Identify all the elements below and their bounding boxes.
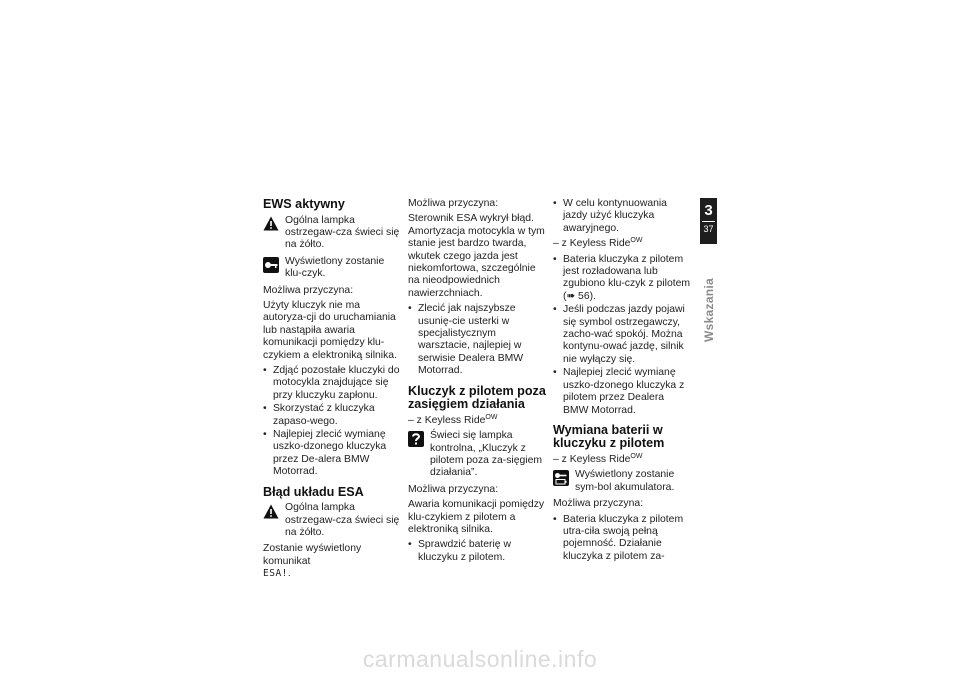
watermark: carmanualsonline.info bbox=[362, 646, 598, 672]
key-question-icon bbox=[408, 431, 424, 447]
key-battery-icon bbox=[553, 470, 569, 486]
column-2 bbox=[408, 198, 546, 567]
list-item: • Bateria kluczyka z pilotem utra-ciła swoją pełną pojemność. Działanie kluczyka z pilotem za- bbox=[553, 514, 691, 564]
key-range-row bbox=[408, 430, 546, 480]
warning-triangle-icon bbox=[263, 503, 279, 519]
warning-light-text: Ogólna lampka ostrzegaw-cza świeci się na żółto. bbox=[285, 214, 400, 251]
list-item: • Bateria kluczyka z pilotem jest rozładowana lub zgubiono klu-czyk z pilotem (➠ 56). bbox=[553, 254, 691, 304]
action-list-1 bbox=[263, 365, 401, 479]
possible-cause-label: Możliwa przyczyna: bbox=[553, 498, 644, 510]
action-list-6 bbox=[553, 514, 691, 564]
chapter-tab bbox=[700, 198, 717, 244]
esa-message-code: ESA! bbox=[263, 568, 288, 580]
list-item: • Najlepiej zlecić wymianę uszko-dzonego kluczyka z pilotem przez Dealera BMW Motorrad. bbox=[553, 367, 691, 417]
heading-esa-error: Błąd układu ESA bbox=[263, 484, 364, 499]
list-item: • Zdjąć pozostałe kluczyki do motocykla znajdujące się przy kluczyku zapłonu. bbox=[263, 365, 401, 402]
heading-ews-active: EWS aktywny bbox=[263, 197, 345, 211]
keyless-ride-option-2 bbox=[553, 454, 691, 466]
action-list-4 bbox=[553, 198, 691, 235]
ow-superscript: OW bbox=[630, 452, 643, 460]
list-item: • Zlecić jak najszybsze usunię-cie usterki w specjalistycznym warsztacie, najlepiej w serwisie Dealera BMW Motorrad. bbox=[408, 303, 546, 377]
page-number: 37 bbox=[703, 224, 714, 234]
cause-paragraph: Użyty kluczyk nie ma autoryza-cji do uruchamiania lub nastąpiła awaria komunikacji pomiędzy klu-czykiem a elektroniką silnika. bbox=[263, 299, 397, 361]
action-list-2 bbox=[408, 303, 546, 377]
keyless-ride-option bbox=[553, 238, 691, 250]
esa-message-dot: . bbox=[287, 568, 291, 580]
list-item: • Skorzystać z kluczyka zapaso-wego. bbox=[263, 403, 401, 428]
warning-light-row-2 bbox=[263, 502, 401, 539]
ow-superscript: OW bbox=[485, 413, 498, 421]
key-battery-row bbox=[553, 469, 691, 494]
section-title-vertical: Wskazania bbox=[702, 277, 716, 343]
action-list-5 bbox=[553, 254, 691, 417]
list-item: • Jeśli podczas jazdy pojawi się symbol ostrzegawczy, zacho-wać spokój. Można kontynu-ować jazdę, silnik nie wyłączy się. bbox=[553, 304, 691, 366]
key-display-text: Wyświetlony zostanie klu-czyk. bbox=[285, 255, 385, 280]
column-1 bbox=[263, 198, 401, 584]
warning-light-row bbox=[263, 215, 401, 252]
possible-cause-label-2: Możliwa przyczyna: bbox=[408, 483, 499, 495]
possible-cause-label: Możliwa przyczyna: bbox=[408, 198, 499, 209]
list-item: • Najlepiej zlecić wymianę uszko-dzonego kluczyka przez De-alera BMW Motorrad. bbox=[263, 429, 401, 479]
keyless-ride-text: – z Keyless Ride bbox=[553, 238, 631, 250]
key-icon bbox=[263, 257, 279, 273]
esa-message-paragraph bbox=[263, 543, 401, 580]
cause-paragraph: Sterownik ESA wykrył błąd. Amortyzacja motocykla w tym stanie jest bardzo twarda, wkutek czego jazda jest niekomfortowa, szczególnie na nieodpowiednich nawierzchniach. bbox=[408, 213, 545, 299]
warning-light-text-2: Ogólna lampka ostrzegaw-cza świeci się na żółto. bbox=[285, 502, 400, 538]
keyless-ride-text: – z Keyless Ride bbox=[408, 414, 486, 426]
possible-cause-label: Możliwa przyczyna: bbox=[263, 284, 354, 296]
chapter-number: 3 bbox=[704, 202, 713, 219]
heading-key-out-of-range: Kluczyk z pilotem poza zasięgiem działania bbox=[408, 383, 546, 412]
key-battery-text: Wyświetlony zostanie sym-bol akumulatora. bbox=[575, 469, 675, 493]
keyless-ride-option bbox=[408, 415, 546, 427]
heading-battery-replacement: Wymiana baterii w kluczyku z pilotem bbox=[553, 422, 665, 451]
esa-message-text: Zostanie wyświetlony komunikat bbox=[263, 543, 362, 567]
keyless-ride-text: – z Keyless Ride bbox=[553, 453, 631, 465]
ow-superscript: OW bbox=[630, 237, 643, 245]
list-item: • Sprawdzić baterię w kluczyku z pilotem. bbox=[408, 539, 546, 564]
cause-paragraph-2: Awaria komunikacji pomiędzy klu-czykiem z pilotem a elektroniką silnika. bbox=[408, 499, 545, 535]
key-display-row bbox=[263, 256, 401, 281]
list-item: • W celu kontynuowania jazdy użyć kluczyka awaryjnego. bbox=[553, 198, 691, 235]
column-3 bbox=[553, 198, 691, 566]
key-range-text: Świeci się lampka kontrolna, „Kluczyk z pilotem poza za-sięgiem działania”. bbox=[430, 430, 543, 479]
warning-triangle-icon bbox=[263, 216, 279, 232]
action-list-3 bbox=[408, 539, 546, 564]
